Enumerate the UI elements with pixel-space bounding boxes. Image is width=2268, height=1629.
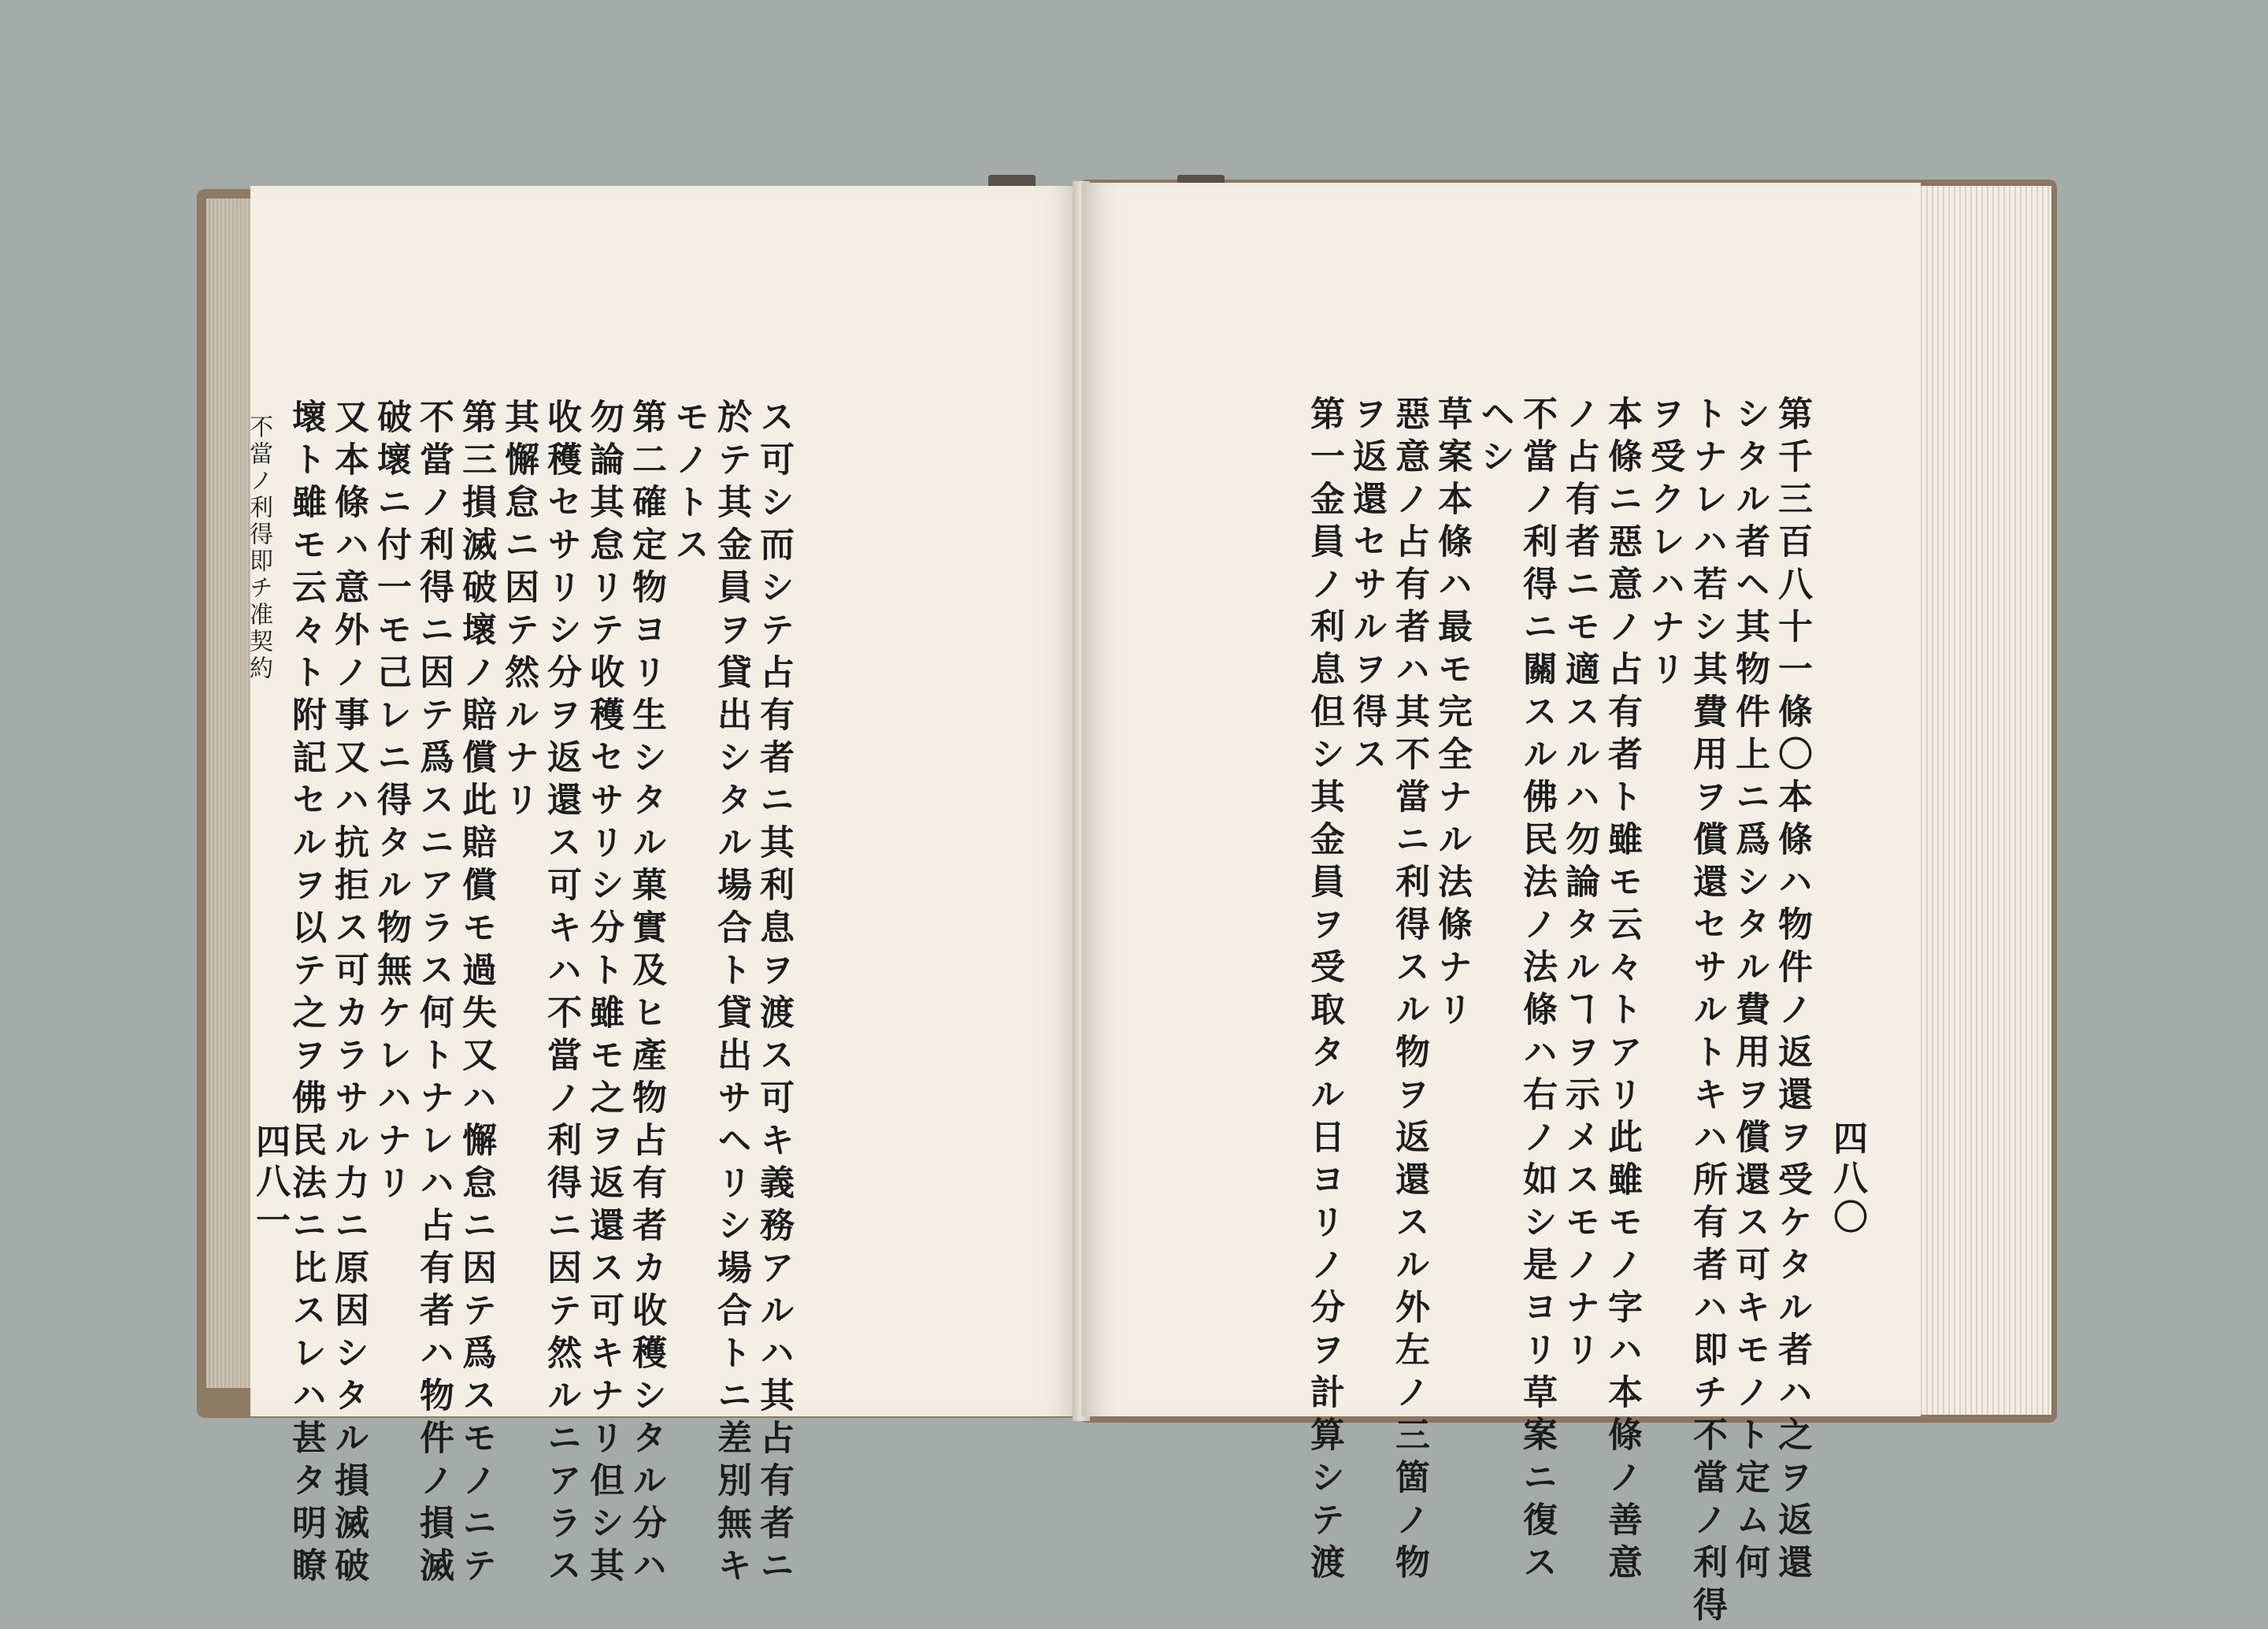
- text-line: 第二確定物ヨリ生シタル菓實及ヒ產物占有者カ收穫シタル分ハ: [626, 399, 666, 1590]
- text-line: モノトス: [669, 399, 709, 569]
- text-line: 第三損滅破壞ノ賠償此賠償モ過失又ハ懈怠ニ因テ爲スモノニテ: [456, 399, 496, 1590]
- page-number: 四八一: [250, 1123, 290, 1241]
- text-line: 不當ノ利得ニ關スル佛民法ノ法條ハ右ノ如シ是ヨリ草案ニ復ス: [1517, 395, 1557, 1586]
- text-line: 於テ其金員ヲ貸出シタル場合ト貸出サヘリシ場合トニ差別無キ: [711, 399, 751, 1590]
- text-line: 草案本條ハ最モ完全ナル法條ナリ: [1432, 395, 1472, 1033]
- right-page: [1081, 183, 1921, 1629]
- text-line: 第一金員ノ利息但シ其金員ヲ受取タル日ヨリノ分ヲ計算シテ渡: [1304, 395, 1344, 1586]
- left-page: [245, 186, 1081, 1590]
- text-line: 勿論其怠リテ收穫セサリシ分ト雖モ之ヲ返還ス可キナリ但シ其: [584, 399, 624, 1590]
- text-line: 破壞ニ付一モ己レニ得タル物無ケレハナリ: [371, 399, 411, 1207]
- text-line: 又本條ハ意外ノ事又ハ抗拒ス可カラサル力ニ原因シタル損滅破: [328, 399, 369, 1590]
- text-line: 惡意ノ占有者ハ其不當ニ利得スル物ヲ返還スル外左ノ三箇ノ物: [1389, 395, 1429, 1586]
- text-line: 收穫セサリシ分ヲ返還ス可キハ不當ノ利得ニ因テ然ルニアラス: [541, 399, 581, 1590]
- text-line: 本條ニ惡意ノ占有者ト雖モ云々トアリ此雖モノ字ハ本條ノ善意: [1602, 395, 1642, 1586]
- text-line: ヲ返還セサルヲ得ス: [1347, 395, 1387, 778]
- text-line: ス可シ而シテ占有者ニ其利息ヲ渡ス可キ義務アルハ其占有者ニ: [754, 399, 794, 1590]
- text-line: シタル者ヘ其物件上ニ爲シタル費用ヲ償還ス可キモノト定ム何: [1729, 395, 1770, 1586]
- right-page-edges: [1906, 186, 2051, 1415]
- text-line: 不當ノ利得ニ因テ爲スニアラス何トナレハ占有者ハ物件ノ損滅: [413, 399, 454, 1590]
- text-line: 第千三百八十一條〇本條ハ物件ノ返還ヲ受ケタル者ハ之ヲ返還: [1772, 395, 1812, 1586]
- text-line: ノ占有者ニモ適スルハ勿論タルヿヲ示メスモノナリ: [1559, 395, 1599, 1374]
- text-line: 其懈怠ニ因テ然ルナリ: [498, 399, 539, 824]
- running-header: 不當ノ利得即チ准契約: [245, 414, 272, 682]
- page-number: 四八〇: [1827, 1120, 1867, 1238]
- text-line: トナレハ若シ其費用ヲ償還セサルトキハ所有者ハ即チ不當ノ利得: [1687, 395, 1727, 1629]
- text-line: 壞ト雖モ云々ト附記セルヲ以テ之ヲ佛民法ニ比スレハ甚タ明瞭: [286, 399, 326, 1590]
- text-line: ヲ受クレハナリ: [1644, 395, 1684, 693]
- text-line: ヘシ: [1474, 395, 1514, 481]
